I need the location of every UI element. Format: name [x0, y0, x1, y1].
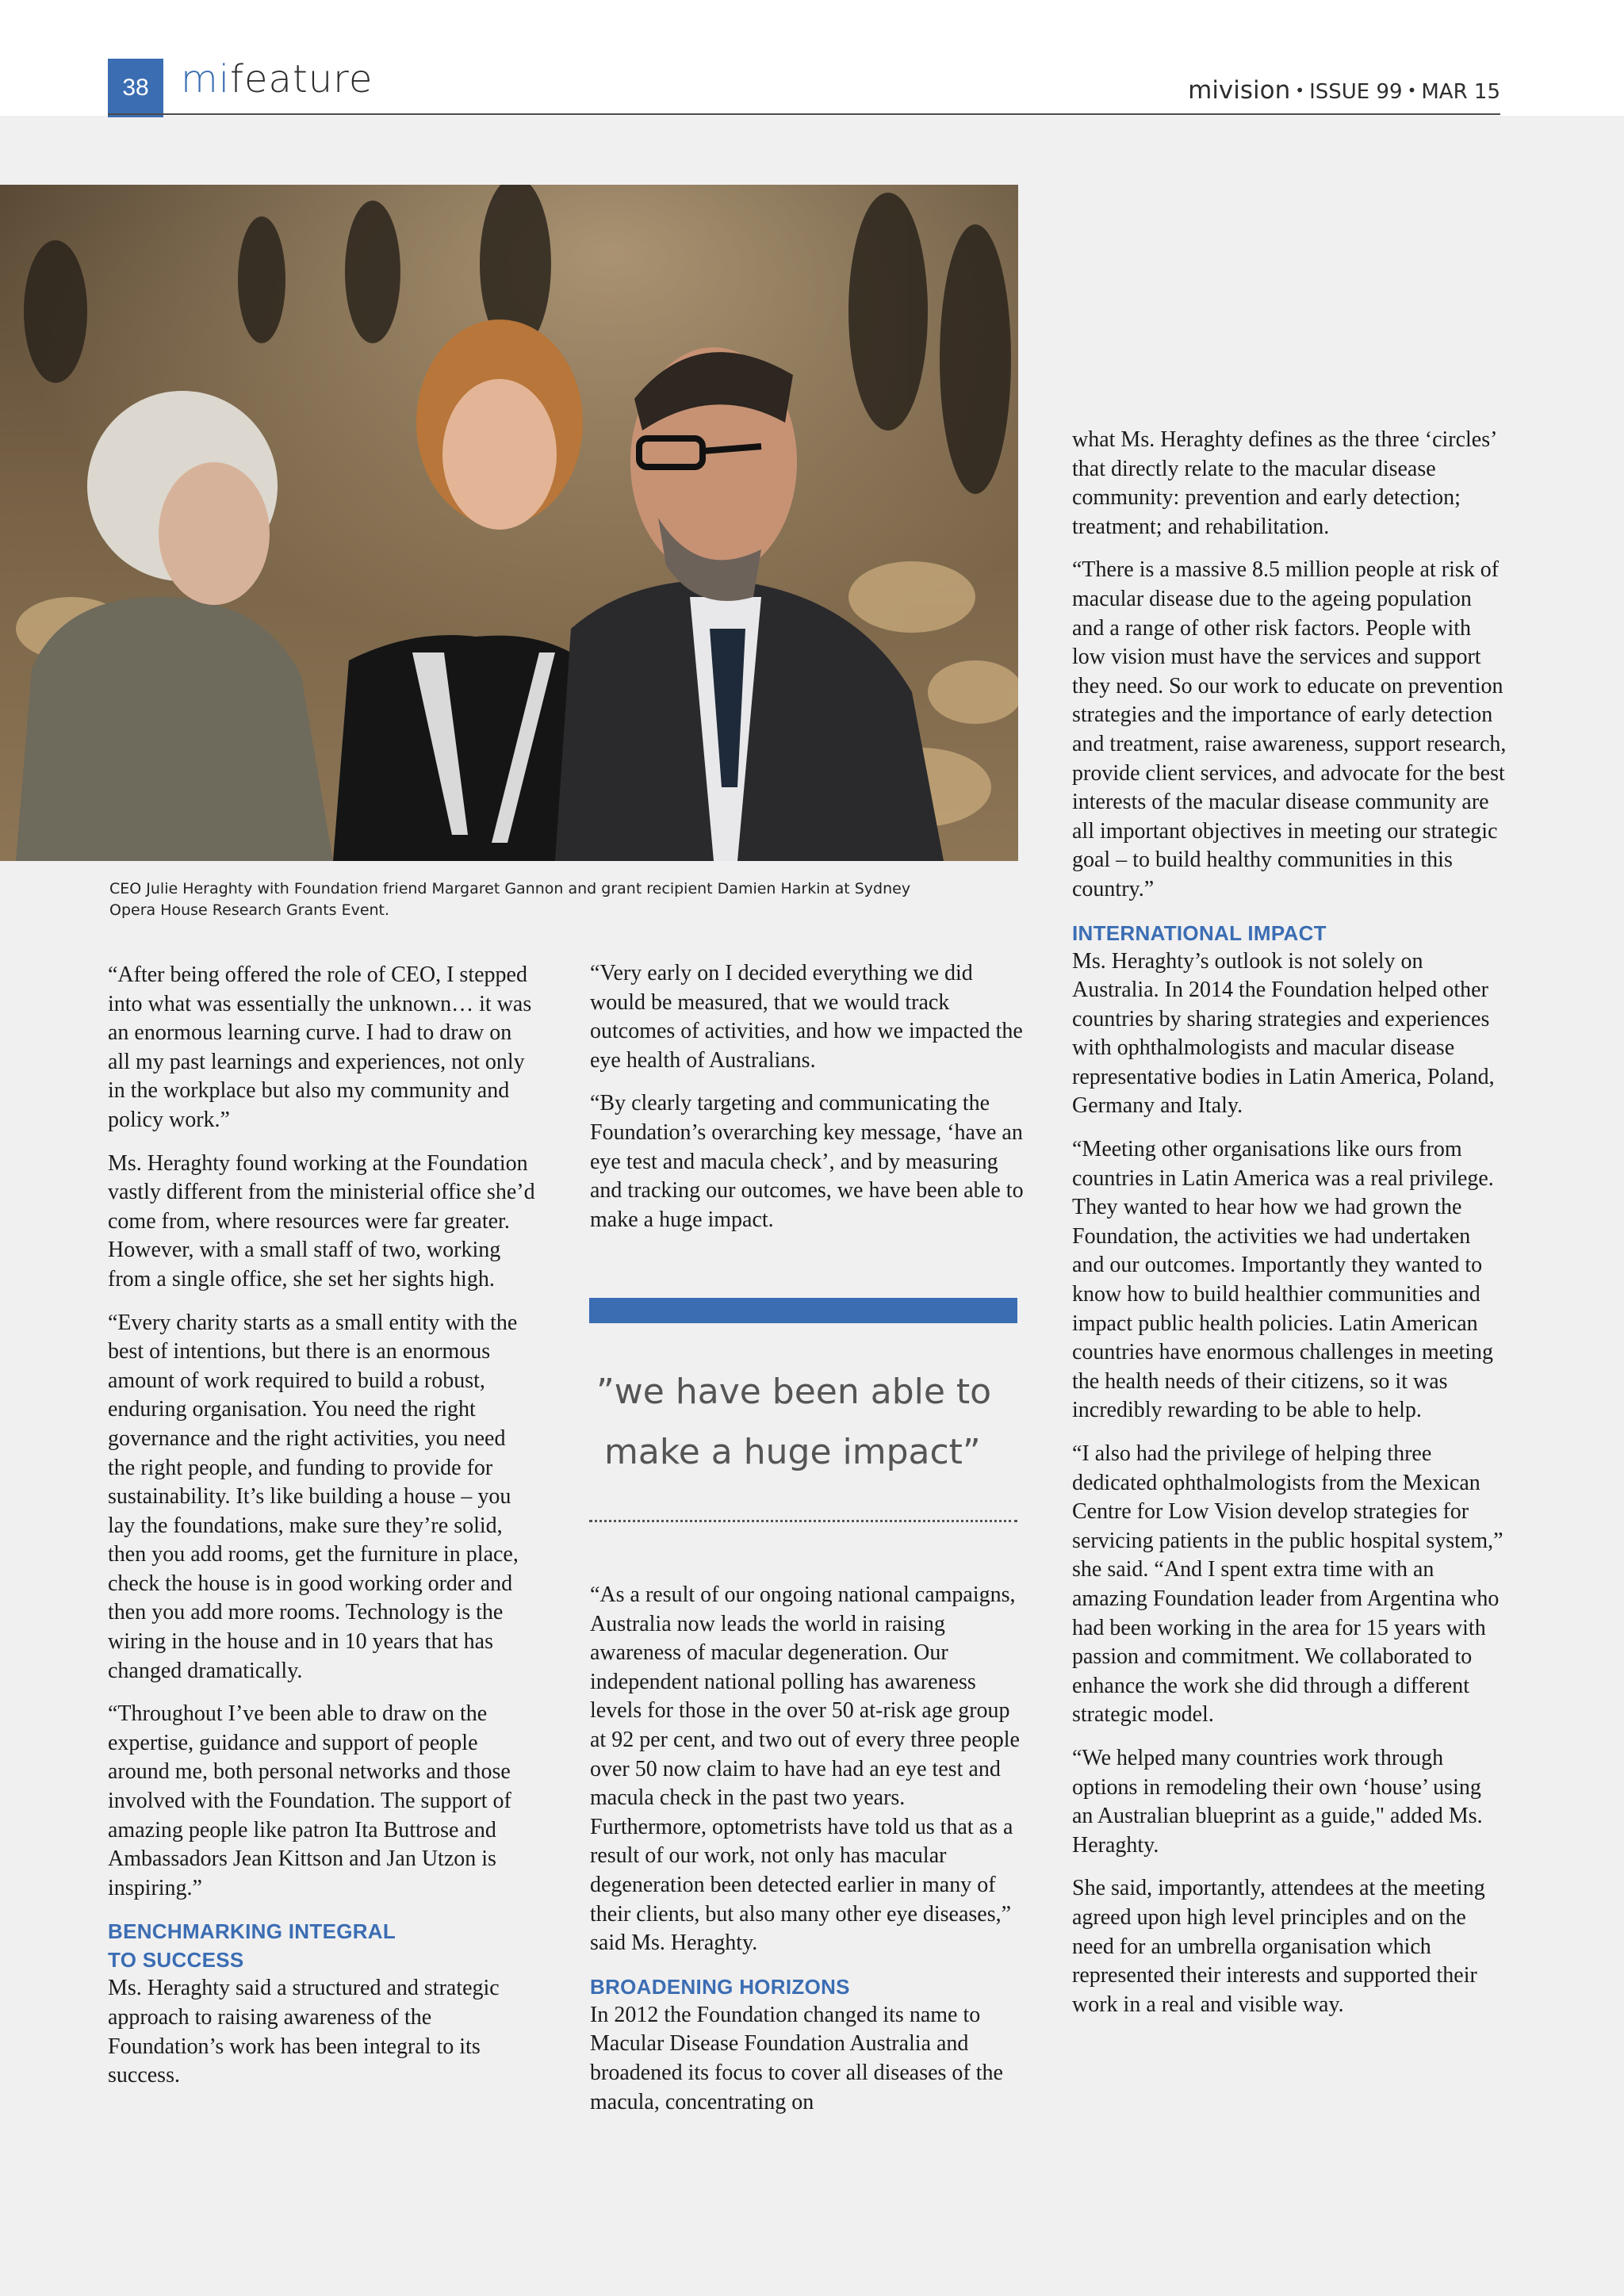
separator-dot: •: [1407, 81, 1417, 100]
publication-name: mivision: [1188, 76, 1291, 105]
issue-info: [1188, 76, 1500, 105]
heading-line: BENCHMARKING INTEGRAL: [108, 1919, 396, 1944]
pullquote-bar: [589, 1298, 1017, 1323]
brand-prefix: mi: [181, 57, 231, 101]
separator-dot: •: [1295, 81, 1305, 100]
pullquote-divider: [589, 1520, 1017, 1522]
section-brand: [181, 57, 373, 101]
paragraph: Ms. Heraghty said a structured and strategic approach to raising awareness of the Foundation’s work has been integral to its success.: [108, 1976, 500, 2088]
article-column-1: [108, 961, 536, 2105]
photo-caption: CEO Julie Heraghty with Foundation friend Margaret Gannon and grant recipient Damien Harkin at Sydney Opera House Research Grants Event.: [109, 880, 911, 919]
article-column-2-bottom: [590, 1581, 1026, 2131]
article-column-2-top: [590, 959, 1026, 1249]
section-heading: INTERNATIONAL IMPACT: [1072, 920, 1327, 945]
paragraph: “We helped many countries work through options in remodeling their own ‘house’ using an Australian blueprint as a guide," added Ms. Heraghty.: [1072, 1745, 1483, 1858]
pullquote-line: make a huge impact”: [604, 1432, 981, 1472]
pullquote: [590, 1362, 1018, 1483]
paragraph: In 2012 the Foundation changed its name to Macular Disease Foundation Australia and broadened its focus to cover all diseases of the macula, concentrating on: [590, 2002, 1003, 2114]
event-photo: [0, 185, 1018, 861]
page-number: 38: [108, 59, 163, 117]
paragraph: “Meeting other organisations like ours from countries in Latin America was a real privilege. They wanted to hear how we had grown the Foundation, the activities we had undertaken and our outcomes. Importantly they wanted to know how to build healthier communities and impact public health policies. Latin American countries have enormous challenges in meeting the health needs of their citizens, so it was incredibly rewarding to be able to help.: [1072, 1137, 1494, 1423]
paragraph: “There is a massive 8.5 million people at risk of macular disease due to the ageing population and a range of other risk factors. People with low vision must have the services and support they need. So our work to educate on prevention strategies and the importance of early detection and treatment, raise awareness, support research, provide client services, and advocate for the best interests of the macular disease community are all important objectives in meeting our strategic goal – to build healthy communities in this country.”: [1072, 557, 1507, 901]
issue-number: ISSUE 99: [1309, 80, 1403, 104]
paragraph: “I also had the privilege of helping three dedicated ophthalmologists from the Mexican Centre for Low Vision develop strategies for servicing patients in the public hospital system,” she said. “And I spent extra time with an amazing Foundation leader from Argentina who had been working in the area for 15 years with passion and commitment. We collaborated to enhance the work she did through a different strategic model.: [1072, 1441, 1503, 1728]
paragraph: what Ms. Heraghty defines as the three ‘circles’ that directly relate to the macular disease community: prevention and early detection; treatment; and rehabilitation.: [1072, 427, 1496, 539]
paragraph: “Very early on I decided everything we did would be measured, that we would track outcomes of activities, and how we impacted the eye health of Australians.: [590, 961, 1023, 1073]
brand-suffix: feature: [230, 57, 373, 101]
header-divider: [108, 113, 1500, 115]
photo-illustration: [0, 185, 1018, 861]
paragraph: Ms. Heraghty found working at the Foundation vastly different from the ministerial office she’d come from, where resources were far greater. However, with a small staff of two, working from a single office, she set her sights high.: [108, 1150, 535, 1292]
heading-line: TO SUCCESS: [108, 1948, 244, 1973]
section-heading: BROADENING HORIZONS: [590, 1974, 850, 1999]
issue-date: MAR 15: [1421, 80, 1500, 104]
paragraph: Ms. Heraghty’s outlook is not solely on Australia. In 2014 the Foundation helped other countries by sharing strategies and experiences with ophthalmologists and macular disease representative bodies in Latin America, Poland, Germany and Italy.: [1072, 948, 1495, 1119]
paragraph: She said, importantly, attendees at the meeting agreed upon high level principles and on the need for an umbrella organisation which represented their interests and supported their work in a real and visible way.: [1072, 1876, 1485, 2017]
paragraph: “Throughout I’ve been able to draw on the expertise, guidance and support of people around me, both personal networks and those involved with the Foundation. The support of amazing people like patron Ita Buttrose and Ambassadors Jean Kittson and Jan Utzon is inspiring.”: [108, 1701, 511, 1900]
paragraph: “Every charity starts as a small entity with the best of intentions, but there is an enormous amount of work required to build a robust, enduring organisation. You need the right governance and the right activities, you need the right people, and funding to provide for sustainability. It’s like building a house – you lay the foundations, make sure they’re solid, then you add rooms, get the furniture in place, check the house is in good working order and then you add more rooms. Technology is the wiring in the house and in 10 years that has changed dramatically.: [108, 1310, 519, 1683]
paragraph: “As a result of our ongoing national campaigns, Australia now leads the world in raising awareness of macular degeneration. Our independent national polling has awareness levels for those in the over 50 at-risk age group at 92 per cent, and two out of every three people over 50 now claim to have had an eye test and macula check in the past two years. Furthermore, optometrists have told us that as a result of our work, not only has macular degeneration been detected earlier in many of their clients, but also many other eye diseases,” said Ms. Heraghty.: [590, 1582, 1020, 1956]
article-column-3: [1072, 426, 1507, 2034]
paragraph: “After being offered the role of CEO, I stepped into what was essentially the unknown… it was an enormous learning curve. I had to draw on all my past learnings and experiences, not only in the workplace but also my community and policy work.”: [108, 962, 532, 1132]
paragraph: “By clearly targeting and communicating the Foundation’s overarching key message, ‘have an eye test and macula check’, and by measuring and tracking our outcomes, we have been able to make a huge impact.: [590, 1091, 1024, 1232]
pullquote-line: ”we have been able to: [596, 1372, 992, 1412]
section-heading: [108, 1917, 536, 1974]
